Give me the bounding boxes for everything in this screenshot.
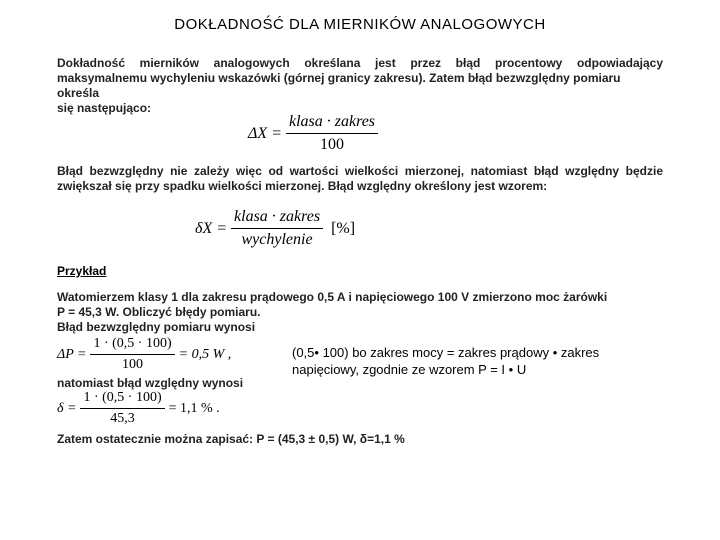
example-heading: Przykład [57,264,107,278]
page-title: DOKŁADNOŚĆ DLA MIERNIKÓW ANALOGOWYCH [174,16,546,33]
formula-rel-numerator: klasa · zakres [231,208,323,229]
formula-rel-fraction [231,208,323,249]
example-line-4: natomiast błąd względny wynosi [57,376,244,390]
formula-rel-lhs: δX = [195,219,228,237]
formula-abs-fraction [286,113,378,154]
example-formula-rel-numerator: 1 · (0,5 · 100) [80,390,164,409]
intro-line-3: się następująco: [57,101,152,115]
example-line-3: Błąd bezwzględny pomiaru wynosi [57,320,256,334]
example-formula-rel-fraction [80,390,164,427]
example-formula-abs-fraction [90,336,174,373]
formula-abs-denominator: 100 [320,136,344,153]
example-formula-rel-result: = 1,1 % . [168,400,220,416]
example-formula-rel [57,390,220,427]
intro-paragraph [57,56,663,116]
formula-rel-denominator: wychylenie [241,231,313,248]
example-formula-abs-numerator: 1 · (0,5 · 100) [90,336,174,355]
relative-error-formula [195,208,355,249]
example-text [57,290,617,335]
formula-abs-numerator: klasa · zakres [286,113,378,134]
example-formula-abs-result: = 0,5 W , [178,346,232,362]
side-note-line-1: (0,5• 100) bo zakres mocy = zakres prądowy • zakres [292,345,600,360]
side-note [292,344,599,378]
formula-rel-unit: [%] [331,219,356,237]
example-conclusion: Zatem ostatecznie można zapisać: P = (45,3 ± 0,5) W, δ=1,1 % [57,432,405,446]
intro-line-2: maksymalnemu wychyleniu wskazówki (górnej granicy zakresu). Zatem błąd bezwzględny pomiaru określa [57,71,621,100]
side-note-line-2: napięciowy, zgodnie ze wzorem P = I • U [292,362,527,377]
intro-line-1: Dokładność mierników analogowych określana jest przez błąd procentowy odpowiadający [57,56,663,70]
example-line-1: Watomierzem klasy 1 dla zakresu prądowego 0,5 A i napięciowego 100 V zmierzono moc żarówki [57,290,608,304]
example-formula-abs-lhs: ΔP = [57,346,87,362]
middle-line-2: zwiększał się przy spadku wielkości mierzonej. Błąd względny określony jest wzorem: [57,179,548,193]
example-formula-rel-lhs: δ = [57,400,77,416]
absolute-error-formula [248,113,382,154]
middle-line-1: Błąd bezwzględny nie zależy więc od wartości wielkości mierzonej, natomiast błąd względny będzie [57,164,663,178]
example-line-2: P = 45,3 W. Obliczyć błędy pomiaru. [57,305,261,319]
example-formula-abs-denominator: 100 [122,357,144,372]
middle-paragraph [57,164,663,194]
example-formula-rel-denominator: 45,3 [110,411,135,426]
example-formula-abs [57,336,231,373]
formula-abs-lhs: ΔX = [248,124,282,142]
